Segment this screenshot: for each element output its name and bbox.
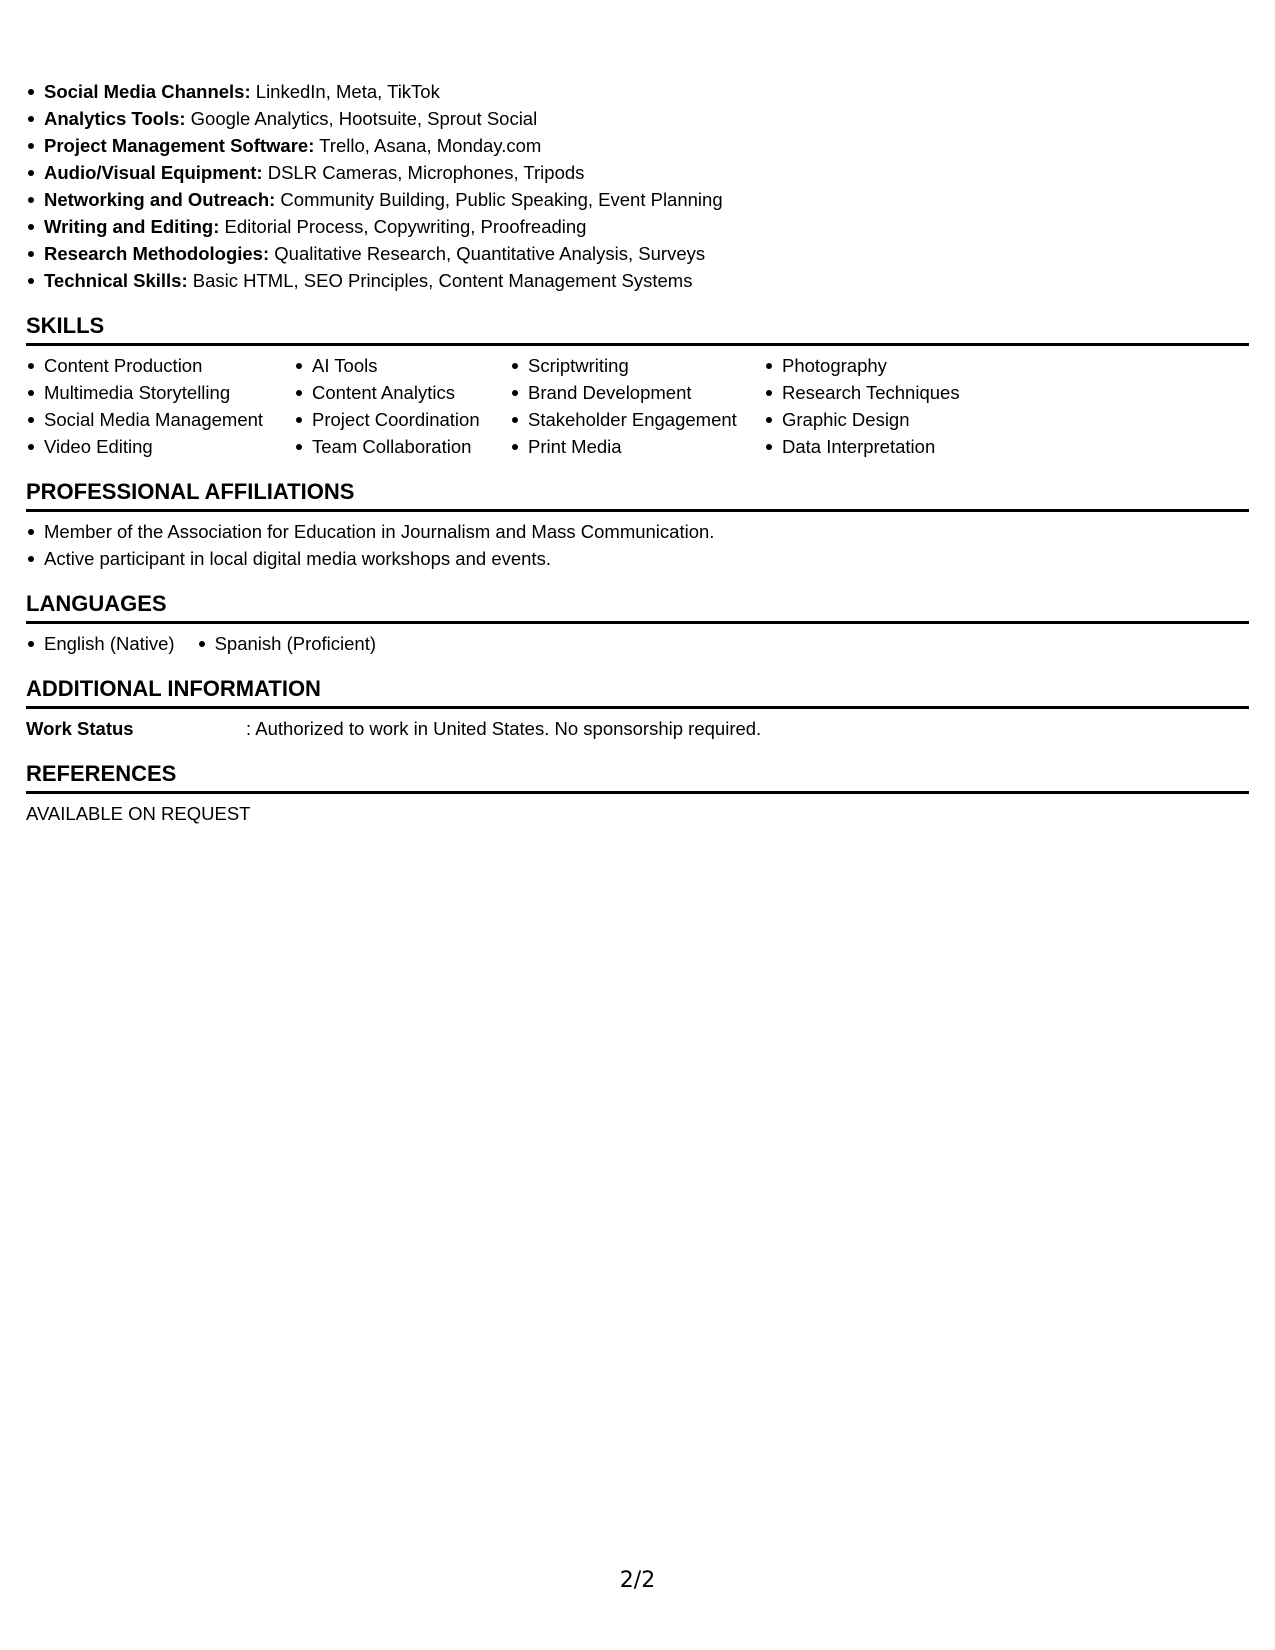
skill-item: Brand Development bbox=[510, 379, 764, 406]
skill-item: Team Collaboration bbox=[294, 433, 510, 460]
work-status-value: : Authorized to work in United States. No sponsorship required. bbox=[246, 718, 762, 739]
references-section bbox=[26, 760, 1249, 827]
affiliations-list bbox=[26, 518, 1249, 572]
skills-column bbox=[510, 352, 764, 460]
references-heading: REFERENCES bbox=[26, 760, 1249, 794]
affiliations-heading: PROFESSIONAL AFFILIATIONS bbox=[26, 478, 1249, 512]
skill-item: Stakeholder Engagement bbox=[510, 406, 764, 433]
languages-section bbox=[26, 590, 1249, 657]
work-status-row bbox=[26, 715, 1249, 742]
affiliation-item: Member of the Association for Education in Journalism and Mass Communication. bbox=[26, 518, 1249, 545]
tool-label: Technical Skills: bbox=[44, 270, 188, 291]
tool-value: Qualitative Research, Quantitative Analysis, Surveys bbox=[269, 243, 706, 264]
skills-heading: SKILLS bbox=[26, 312, 1249, 346]
tool-value: Basic HTML, SEO Principles, Content Management Systems bbox=[187, 270, 693, 291]
skill-item: Print Media bbox=[510, 433, 764, 460]
skills-grid bbox=[26, 352, 1249, 460]
skill-item: Content Production bbox=[26, 352, 294, 379]
tool-label: Analytics Tools: bbox=[44, 108, 186, 129]
tool-label: Networking and Outreach: bbox=[44, 189, 276, 210]
skills-column bbox=[294, 352, 510, 460]
references-text: AVAILABLE ON REQUEST bbox=[26, 803, 251, 824]
language-item: Spanish (Proficient) bbox=[197, 630, 376, 657]
page-number: 2/2 bbox=[619, 1568, 656, 1593]
skill-item: Graphic Design bbox=[764, 406, 994, 433]
skills-column bbox=[764, 352, 994, 460]
additional-info-heading: ADDITIONAL INFORMATION bbox=[26, 675, 1249, 709]
tool-value: Community Building, Public Speaking, Event Planning bbox=[275, 189, 723, 210]
tool-label: Audio/Visual Equipment: bbox=[44, 162, 263, 183]
skill-item: Video Editing bbox=[26, 433, 294, 460]
list-item bbox=[26, 105, 1249, 132]
tool-value: Trello, Asana, Monday.com bbox=[314, 135, 542, 156]
skill-item: Content Analytics bbox=[294, 379, 510, 406]
list-item bbox=[26, 213, 1249, 240]
skill-item: Data Interpretation bbox=[764, 433, 994, 460]
list-item bbox=[26, 132, 1249, 159]
skill-item: Project Coordination bbox=[294, 406, 510, 433]
tools-list bbox=[26, 78, 1249, 294]
tool-value: Editorial Process, Copywriting, Proofreading bbox=[219, 216, 587, 237]
skills-section bbox=[26, 312, 1249, 460]
resume-page bbox=[26, 78, 1249, 827]
list-item bbox=[26, 159, 1249, 186]
tool-label: Project Management Software: bbox=[44, 135, 315, 156]
skill-item: Social Media Management bbox=[26, 406, 294, 433]
language-item: English (Native) bbox=[26, 630, 175, 657]
languages-list bbox=[26, 630, 1249, 657]
skill-item: Scriptwriting bbox=[510, 352, 764, 379]
skill-item: AI Tools bbox=[294, 352, 510, 379]
skill-item: Photography bbox=[764, 352, 994, 379]
skills-column bbox=[26, 352, 294, 460]
list-item bbox=[26, 186, 1249, 213]
list-item bbox=[26, 240, 1249, 267]
languages-heading: LANGUAGES bbox=[26, 590, 1249, 624]
affiliation-item: Active participant in local digital media workshops and events. bbox=[26, 545, 1249, 572]
affiliations-section bbox=[26, 478, 1249, 572]
tool-label: Research Methodologies: bbox=[44, 243, 270, 264]
tool-label: Writing and Editing: bbox=[44, 216, 220, 237]
list-item bbox=[26, 78, 1249, 105]
skill-item: Multimedia Storytelling bbox=[26, 379, 294, 406]
work-status-label: Work Status bbox=[26, 718, 134, 739]
list-item bbox=[26, 267, 1249, 294]
tool-label: Social Media Channels: bbox=[44, 81, 251, 102]
tool-value: Google Analytics, Hootsuite, Sprout Social bbox=[185, 108, 538, 129]
tool-value: DSLR Cameras, Microphones, Tripods bbox=[262, 162, 585, 183]
skill-item: Research Techniques bbox=[764, 379, 994, 406]
additional-info-section bbox=[26, 675, 1249, 742]
tool-value: LinkedIn, Meta, TikTok bbox=[250, 81, 440, 102]
